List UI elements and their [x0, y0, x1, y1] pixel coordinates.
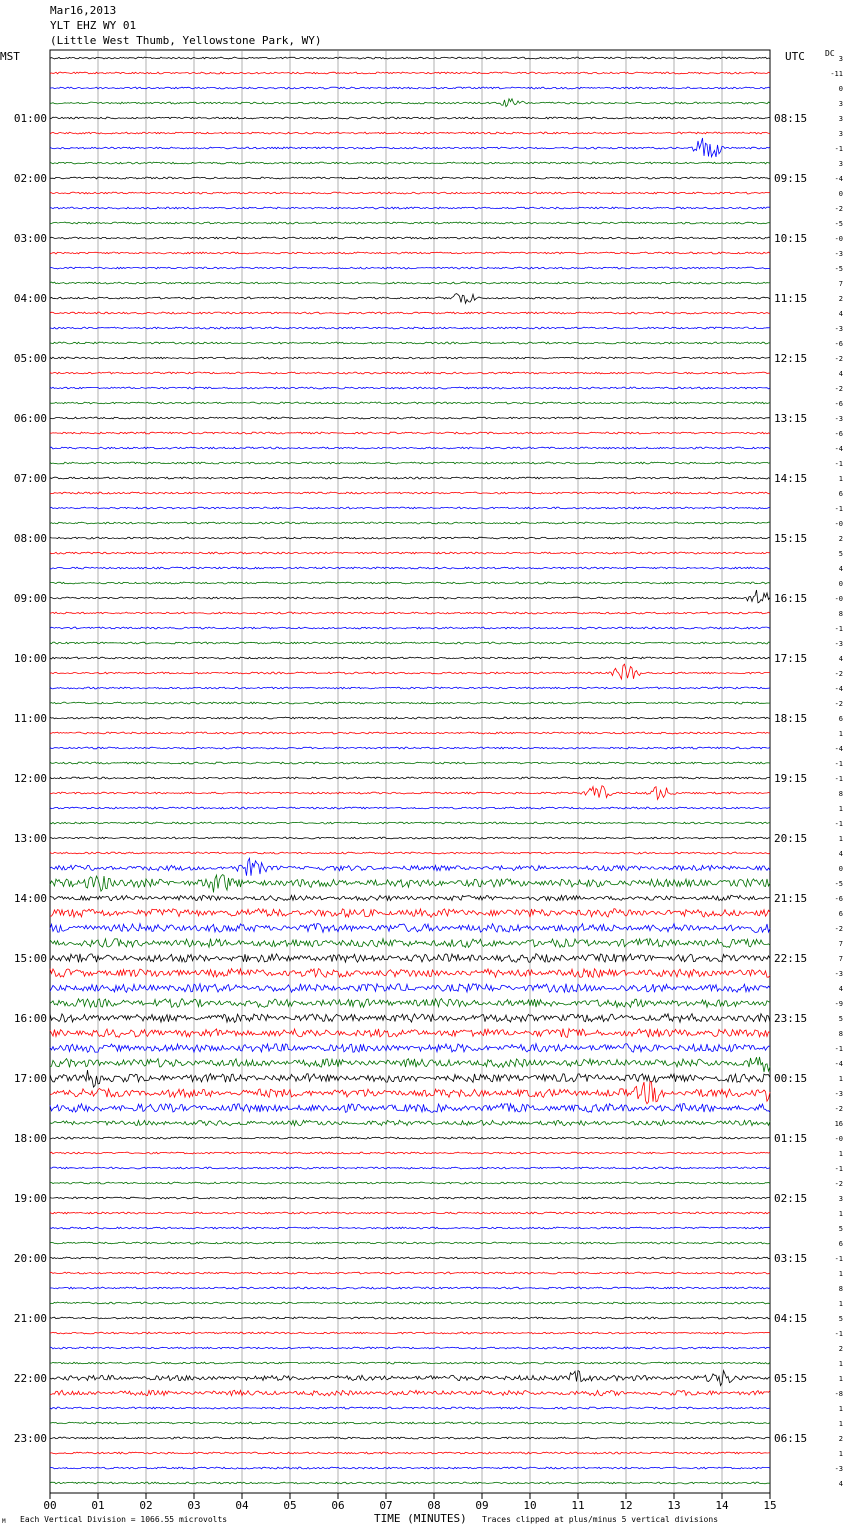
trace-row — [50, 762, 770, 764]
dc-offset-label: -1 — [834, 1255, 843, 1263]
right-hour-label: 04:15 — [774, 1312, 808, 1325]
left-hour-label: 14:00 — [13, 892, 47, 905]
trace-row — [50, 969, 770, 978]
trace-row — [50, 342, 770, 344]
dc-offset-label: -2 — [834, 925, 843, 933]
dc-offset-label: -3 — [834, 640, 843, 648]
trace-row — [50, 192, 770, 194]
dc-offset-label: 3 — [838, 115, 843, 123]
trace-row — [50, 507, 770, 509]
trace-row — [50, 909, 770, 918]
right-hour-label: 00:15 — [774, 1072, 808, 1085]
trace-row — [50, 162, 770, 164]
trace-row — [50, 1437, 770, 1439]
trace-row — [50, 732, 770, 734]
right-hour-label: 17:15 — [774, 652, 808, 665]
dc-offset-label: -1 — [834, 1165, 843, 1173]
dc-offset-label: 1 — [838, 835, 843, 843]
trace-row — [50, 417, 770, 419]
left-hour-label: 12:00 — [13, 772, 47, 785]
dc-offset-label: 6 — [838, 910, 843, 918]
trace-row — [50, 747, 770, 749]
trace-row — [50, 1070, 770, 1087]
x-tick-label: 05 — [283, 1499, 297, 1512]
dc-offset-label: -1 — [834, 775, 843, 783]
right-hour-label: 11:15 — [774, 292, 808, 305]
trace-row — [50, 357, 770, 359]
dc-offset-label: 2 — [838, 1345, 843, 1353]
dc-offset-label: 1 — [838, 475, 843, 483]
trace-row — [50, 1104, 770, 1113]
trace-row — [50, 1137, 770, 1139]
right-hour-label: 05:15 — [774, 1372, 808, 1385]
trace-row — [50, 1257, 770, 1259]
x-tick-label: 01 — [91, 1499, 105, 1512]
plot-frame — [50, 50, 770, 1493]
trace-row — [50, 1467, 770, 1469]
x-tick-label: 06 — [331, 1499, 345, 1512]
right-hour-label: 09:15 — [774, 172, 808, 185]
trace-row — [50, 492, 770, 494]
dc-offset-label: 5 — [838, 1225, 843, 1233]
right-hour-label: 14:15 — [774, 472, 808, 485]
dc-offset-label: -3 — [834, 250, 843, 258]
dc-offset-label: 8 — [838, 1030, 843, 1038]
x-tick-label: 15 — [763, 1499, 777, 1512]
left-hour-label: 15:00 — [13, 952, 47, 965]
dc-offset-label: 1 — [838, 730, 843, 738]
dc-offset-label: 16 — [834, 1120, 843, 1128]
left-hour-label: 11:00 — [13, 712, 47, 725]
footer-mark: M — [2, 1518, 6, 1525]
x-tick-label: 07 — [379, 1499, 393, 1512]
dc-offset-label: 3 — [838, 160, 843, 168]
trace-row — [50, 627, 770, 629]
trace-row — [50, 132, 770, 134]
chart-station: YLT EHZ WY 01 — [50, 19, 137, 32]
right-hour-label: 13:15 — [774, 412, 808, 425]
dc-offset-label: -1 — [834, 1330, 843, 1338]
right-hour-label: 03:15 — [774, 1252, 808, 1265]
trace-row — [50, 237, 770, 239]
dc-offset-label: 3 — [838, 130, 843, 138]
right-hour-label: 22:15 — [774, 952, 808, 965]
trace-row — [50, 1057, 770, 1072]
right-axis-title: UTC — [785, 50, 805, 63]
dc-offset-label: 5 — [838, 1315, 843, 1323]
x-tick-label: 04 — [235, 1499, 249, 1512]
left-hour-label: 10:00 — [13, 652, 47, 665]
dc-offset-label: -0 — [834, 1135, 843, 1143]
dc-offset-label: 1 — [838, 1420, 843, 1428]
trace-row — [50, 702, 770, 704]
dc-offset-label: -1 — [834, 625, 843, 633]
dc-offset-label: -3 — [834, 325, 843, 333]
dc-offset-label: 6 — [838, 1240, 843, 1248]
dc-offset-label: -4 — [834, 1060, 843, 1068]
trace-row — [50, 177, 770, 179]
dc-offset-label: 4 — [838, 565, 843, 573]
dc-offset-label: 7 — [838, 940, 843, 948]
trace-row — [50, 252, 770, 254]
trace-row — [50, 1390, 770, 1396]
left-hour-label: 03:00 — [13, 232, 47, 245]
trace-row — [50, 1082, 770, 1104]
trace-row — [50, 1120, 770, 1125]
trace-row — [50, 590, 770, 603]
trace-row — [50, 612, 770, 614]
trace-row — [50, 207, 770, 209]
trace-row — [50, 117, 770, 119]
dc-offset-label: 7 — [838, 280, 843, 288]
dc-offset-label: -1 — [834, 460, 843, 468]
dc-offset-label: -3 — [834, 415, 843, 423]
dc-offset-label: -1 — [834, 760, 843, 768]
trace-row — [50, 138, 770, 157]
dc-offset-label: -1 — [834, 820, 843, 828]
dc-offset-label: -3 — [834, 1465, 843, 1473]
x-tick-label: 09 — [475, 1499, 489, 1512]
x-tick-label: 11 — [571, 1499, 585, 1512]
dc-offset-label: -5 — [834, 880, 843, 888]
left-hour-label: 01:00 — [13, 112, 47, 125]
left-hour-label: 19:00 — [13, 1192, 47, 1205]
dc-offset-label: -5 — [834, 220, 843, 228]
x-tick-label: 00 — [43, 1499, 57, 1512]
dc-offset-label: -2 — [834, 1105, 843, 1113]
dc-offset-label: -0 — [834, 235, 843, 243]
trace-row — [50, 664, 770, 679]
trace-row — [50, 807, 770, 809]
trace-row — [50, 387, 770, 389]
dc-offset-label: 1 — [838, 1210, 843, 1218]
dc-offset-label: 6 — [838, 715, 843, 723]
dc-offset-label: 4 — [838, 1480, 843, 1488]
dc-offset-label: -2 — [834, 355, 843, 363]
dc-offset-label: 2 — [838, 295, 843, 303]
dc-offset-label: -11 — [830, 70, 843, 78]
dc-offset-label: -2 — [834, 700, 843, 708]
x-tick-label: 13 — [667, 1499, 681, 1512]
right-hour-label: 21:15 — [774, 892, 808, 905]
right-hour-label: 15:15 — [774, 532, 808, 545]
x-tick-label: 14 — [715, 1499, 729, 1512]
right-hour-label: 06:15 — [774, 1432, 808, 1445]
dc-offset-label: -4 — [834, 445, 843, 453]
trace-row — [50, 99, 770, 107]
x-axis-title: TIME (MINUTES) — [374, 1512, 467, 1525]
dc-offset-label: 1 — [838, 1270, 843, 1278]
trace-row — [50, 432, 770, 434]
dc-offset-label: 1 — [838, 805, 843, 813]
trace-row — [50, 567, 770, 569]
left-hour-label: 18:00 — [13, 1132, 47, 1145]
x-tick-label: 08 — [427, 1499, 441, 1512]
trace-row — [50, 1029, 770, 1038]
trace-row — [50, 222, 770, 224]
trace-row — [50, 282, 770, 284]
dc-offset-label: 4 — [838, 985, 843, 993]
trace-row — [50, 372, 770, 374]
dc-offset-label: -2 — [834, 385, 843, 393]
trace-row — [50, 822, 770, 824]
trace-row — [50, 462, 770, 464]
dc-offset-label: 4 — [838, 850, 843, 858]
trace-row — [50, 267, 770, 269]
left-hour-label: 04:00 — [13, 292, 47, 305]
x-tick-label: 02 — [139, 1499, 153, 1512]
dc-offset-label: 7 — [838, 955, 843, 963]
trace-row — [50, 87, 770, 89]
dc-offset-label: 2 — [838, 535, 843, 543]
trace-row — [50, 57, 770, 59]
trace-row — [50, 777, 770, 779]
footer-clip: Traces clipped at plus/minus 5 vertical divisions — [482, 1515, 719, 1524]
dc-offset-label: 2 — [838, 1435, 843, 1443]
trace-row — [50, 1227, 770, 1229]
trace-row — [50, 72, 770, 74]
right-hour-label: 08:15 — [774, 112, 808, 125]
dc-offset-label: -2 — [834, 1180, 843, 1188]
trace-row — [50, 582, 770, 584]
dc-offset-label: 0 — [838, 190, 843, 198]
dc-offset-label: 3 — [838, 1195, 843, 1203]
right-hour-label: 23:15 — [774, 1012, 808, 1025]
trace-row — [50, 895, 770, 900]
dc-offset-label: -2 — [834, 670, 843, 678]
dc-offset-label: 4 — [838, 310, 843, 318]
dc-offset-label: 0 — [838, 865, 843, 873]
dc-offset-label: 1 — [838, 1360, 843, 1368]
dc-offset-label: 6 — [838, 490, 843, 498]
trace-row — [50, 1044, 770, 1053]
trace-row — [50, 1167, 770, 1169]
trace-row — [50, 1152, 770, 1154]
right-hour-label: 19:15 — [774, 772, 808, 785]
chart-date: Mar16,2013 — [50, 4, 117, 17]
right-hour-label: 02:15 — [774, 1192, 808, 1205]
trace-row — [50, 1287, 770, 1289]
dc-offset-label: 3 — [838, 100, 843, 108]
dc-offset-label: -0 — [834, 520, 843, 528]
dc-offset-label: 1 — [838, 1450, 843, 1458]
dc-offset-label: 8 — [838, 610, 843, 618]
trace-row — [50, 1407, 770, 1409]
x-tick-label: 12 — [619, 1499, 633, 1512]
trace-row — [50, 1482, 770, 1484]
left-hour-label: 09:00 — [13, 592, 47, 605]
right-hour-label: 18:15 — [774, 712, 808, 725]
trace-row — [50, 1242, 770, 1244]
footer-scale: Each Vertical Division = 1066.55 microvolts — [20, 1515, 228, 1524]
dc-offset-label: 1 — [838, 1375, 843, 1383]
trace-row — [50, 939, 770, 948]
trace-row — [50, 1272, 770, 1274]
left-hour-label: 06:00 — [13, 412, 47, 425]
right-hour-label: 12:15 — [774, 352, 808, 365]
trace-row — [50, 1371, 770, 1386]
trace-row — [50, 1212, 770, 1214]
dc-offset-label: 5 — [838, 550, 843, 558]
trace-row — [50, 1302, 770, 1304]
dc-offset-label: -3 — [834, 970, 843, 978]
trace-row — [50, 447, 770, 449]
trace-row — [50, 537, 770, 539]
trace-row — [50, 402, 770, 404]
left-hour-label: 20:00 — [13, 1252, 47, 1265]
trace-row — [50, 552, 770, 554]
dc-offset-label: 1 — [838, 1150, 843, 1158]
dc-offset-label: -2 — [834, 205, 843, 213]
left-hour-label: 17:00 — [13, 1072, 47, 1085]
left-hour-label: 23:00 — [13, 1432, 47, 1445]
trace-row — [50, 687, 770, 689]
trace-row — [50, 954, 770, 963]
dc-offset-label: 1 — [838, 1075, 843, 1083]
trace-row — [50, 1014, 770, 1023]
left-hour-label: 07:00 — [13, 472, 47, 485]
trace-row — [50, 858, 770, 875]
trace-row — [50, 786, 770, 800]
dc-offset-label: 8 — [838, 790, 843, 798]
trace-row — [50, 1317, 770, 1319]
trace-row — [50, 924, 770, 933]
trace-row — [50, 999, 770, 1008]
left-hour-label: 02:00 — [13, 172, 47, 185]
dc-offset-label: -1 — [834, 505, 843, 513]
right-hour-label: 10:15 — [774, 232, 808, 245]
trace-row — [50, 657, 770, 659]
dc-offset-label: -6 — [834, 430, 843, 438]
dc-offset-label: -8 — [834, 1390, 843, 1398]
dc-offset-label: 0 — [838, 580, 843, 588]
dc-offset-label: 5 — [838, 1015, 843, 1023]
dc-offset-label: -6 — [834, 400, 843, 408]
trace-row — [50, 522, 770, 524]
left-hour-label: 22:00 — [13, 1372, 47, 1385]
left-hour-label: 16:00 — [13, 1012, 47, 1025]
dc-offset-label: -6 — [834, 895, 843, 903]
left-axis-title: MST — [0, 50, 20, 63]
trace-row — [50, 642, 770, 644]
right-hour-label: 20:15 — [774, 832, 808, 845]
dc-offset-label: -4 — [834, 685, 843, 693]
dc-offset-label: -6 — [834, 340, 843, 348]
trace-row — [50, 477, 770, 479]
left-hour-label: 13:00 — [13, 832, 47, 845]
trace-row — [50, 852, 770, 854]
trace-row — [50, 1197, 770, 1199]
trace-row — [50, 1452, 770, 1454]
dc-offset-label: 4 — [838, 655, 843, 663]
dc-offset-label: -3 — [834, 1090, 843, 1098]
trace-row — [50, 1362, 770, 1364]
dc-offset-label: 3 — [838, 55, 843, 63]
dc-title: DC — [825, 49, 835, 58]
dc-offset-label: 1 — [838, 1405, 843, 1413]
dc-offset-label: -5 — [834, 265, 843, 273]
dc-offset-label: -4 — [834, 175, 843, 183]
trace-row — [50, 875, 770, 893]
left-hour-label: 05:00 — [13, 352, 47, 365]
trace-row — [50, 1332, 770, 1334]
trace-row — [50, 294, 770, 304]
left-hour-label: 21:00 — [13, 1312, 47, 1325]
dc-offset-label: 0 — [838, 85, 843, 93]
dc-offset-label: -0 — [834, 595, 843, 603]
trace-row — [50, 1182, 770, 1184]
trace-row — [50, 984, 770, 993]
chart-location: (Little West Thumb, Yellowstone Park, WY) — [50, 34, 322, 47]
x-tick-label: 10 — [523, 1499, 537, 1512]
left-hour-label: 08:00 — [13, 532, 47, 545]
x-tick-label: 03 — [187, 1499, 201, 1512]
dc-offset-label: -1 — [834, 145, 843, 153]
dc-offset-label: -4 — [834, 745, 843, 753]
dc-offset-label: 8 — [838, 1285, 843, 1293]
trace-row — [50, 837, 770, 839]
dc-offset-label: -1 — [834, 1045, 843, 1053]
trace-row — [50, 1422, 770, 1424]
trace-row — [50, 312, 770, 314]
trace-row — [50, 717, 770, 719]
right-hour-label: 01:15 — [774, 1132, 808, 1145]
right-hour-label: 16:15 — [774, 592, 808, 605]
dc-offset-label: -9 — [834, 1000, 843, 1008]
trace-row — [50, 1347, 770, 1349]
trace-row — [50, 327, 770, 329]
dc-offset-label: 1 — [838, 1300, 843, 1308]
dc-offset-label: 4 — [838, 370, 843, 378]
